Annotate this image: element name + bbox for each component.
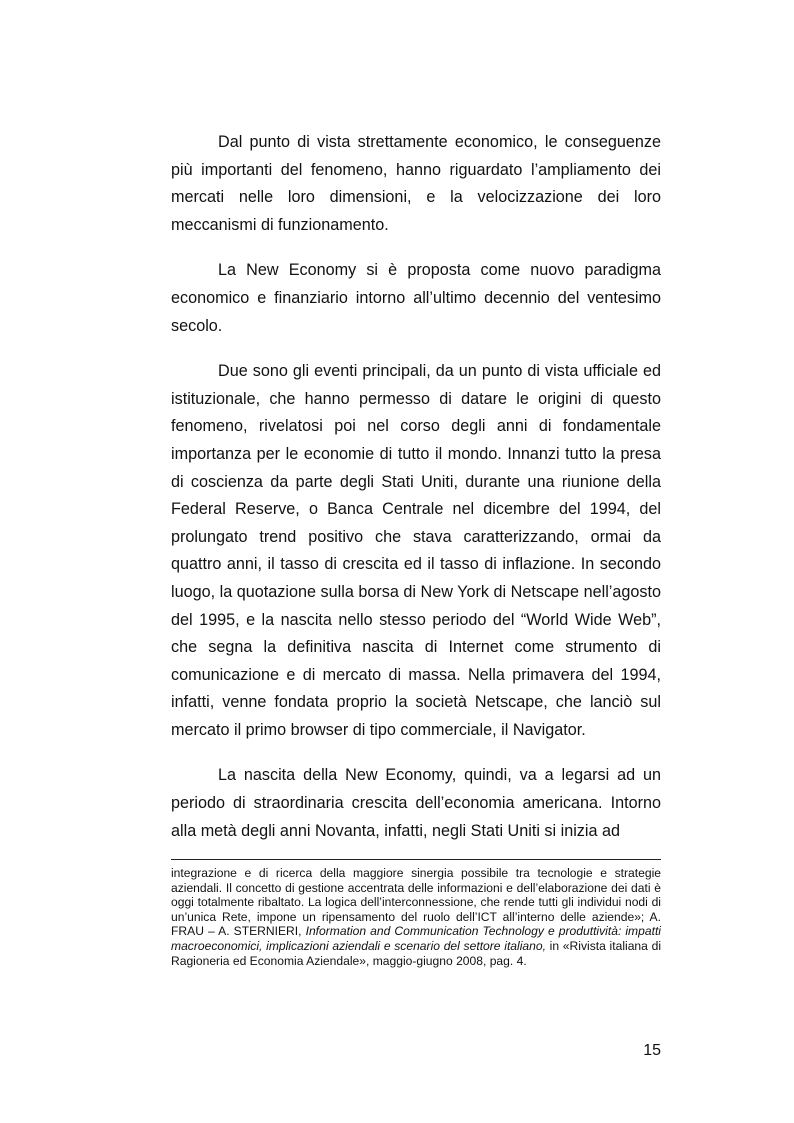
paragraph-3: Due sono gli eventi principali, da un punto di vista ufficiale ed istituzionale, che hanno permesso di datare le origini di questo fenomeno, rivelatosi poi nel corso degli anni di fondamentale importanza per le economie di tutto il mondo. Innanzi tutto la presa di coscienza da parte degli Stati Uniti, durante una riunione della Federal Reserve, o Banca Centrale nel dicembre del 1994, del prolungato trend positivo che stava caratterizzando, ormai da quattro anni, il tasso di crescita ed il tasso di inflazione. In secondo luogo, la quotazione sulla borsa di New York di Netscape nell’agosto del 1995, e la nascita nello stesso periodo del “World Wide Web”, che segna la definitiva nascita di Internet come strumento di comunicazione e di mercato di massa. Nella primavera del 1994, infatti, venne fondata proprio la società Netscape, che lanciò sul mercato il primo browser di tipo commerciale, il Navigator. <box>171 362 661 739</box>
footnote <box>171 866 661 968</box>
page-number: 15 <box>643 1042 661 1059</box>
footnote-cited-title: Information and Communication Technology e produttività: impatti macroeconomici, implicazioni aziendali e scenario del settore italiano, <box>171 924 661 953</box>
main-text <box>171 129 661 863</box>
paragraph-2: La New Economy si è proposta come nuovo paradigma economico e finanziario intorno all’ultimo decennio del ventesimo secolo. <box>171 261 661 335</box>
footnote-separator <box>171 859 661 860</box>
footnote-text-end: in «Rivista italiana di Ragioneria ed Economia Aziendale», maggio-giugno 2008, pag. 4. <box>171 938 662 968</box>
paragraph-1: Dal punto di vista strettamente economico, le conseguenze più importanti del fenomeno, hanno riguardato l’ampliamento dei mercati nelle loro dimensioni, e la velocizzazione dei loro meccanismi di funzionamento. <box>171 133 661 234</box>
footnote-text-start: integrazione e di ricerca della maggiore sinergia possibile tra tecnologie e strategie aziendali. Il concetto di gestione accentrata delle informazioni e dell’elaborazione dei dati è oggi totalmente ribaltato. La logica dell’interconnessione, che rende tutti gli individui nodi di un’unica Rete, impone un ripensamento del ruolo dell’ICT all’interno delle aziende»; A. FRAU – A. STERNIERI, <box>171 866 661 939</box>
paragraph-4: La nascita della New Economy, quindi, va a legarsi ad un periodo di straordinaria crescita dell’economia americana. Intorno alla metà degli anni Novanta, infatti, negli Stati Uniti si inizia ad <box>171 766 661 840</box>
